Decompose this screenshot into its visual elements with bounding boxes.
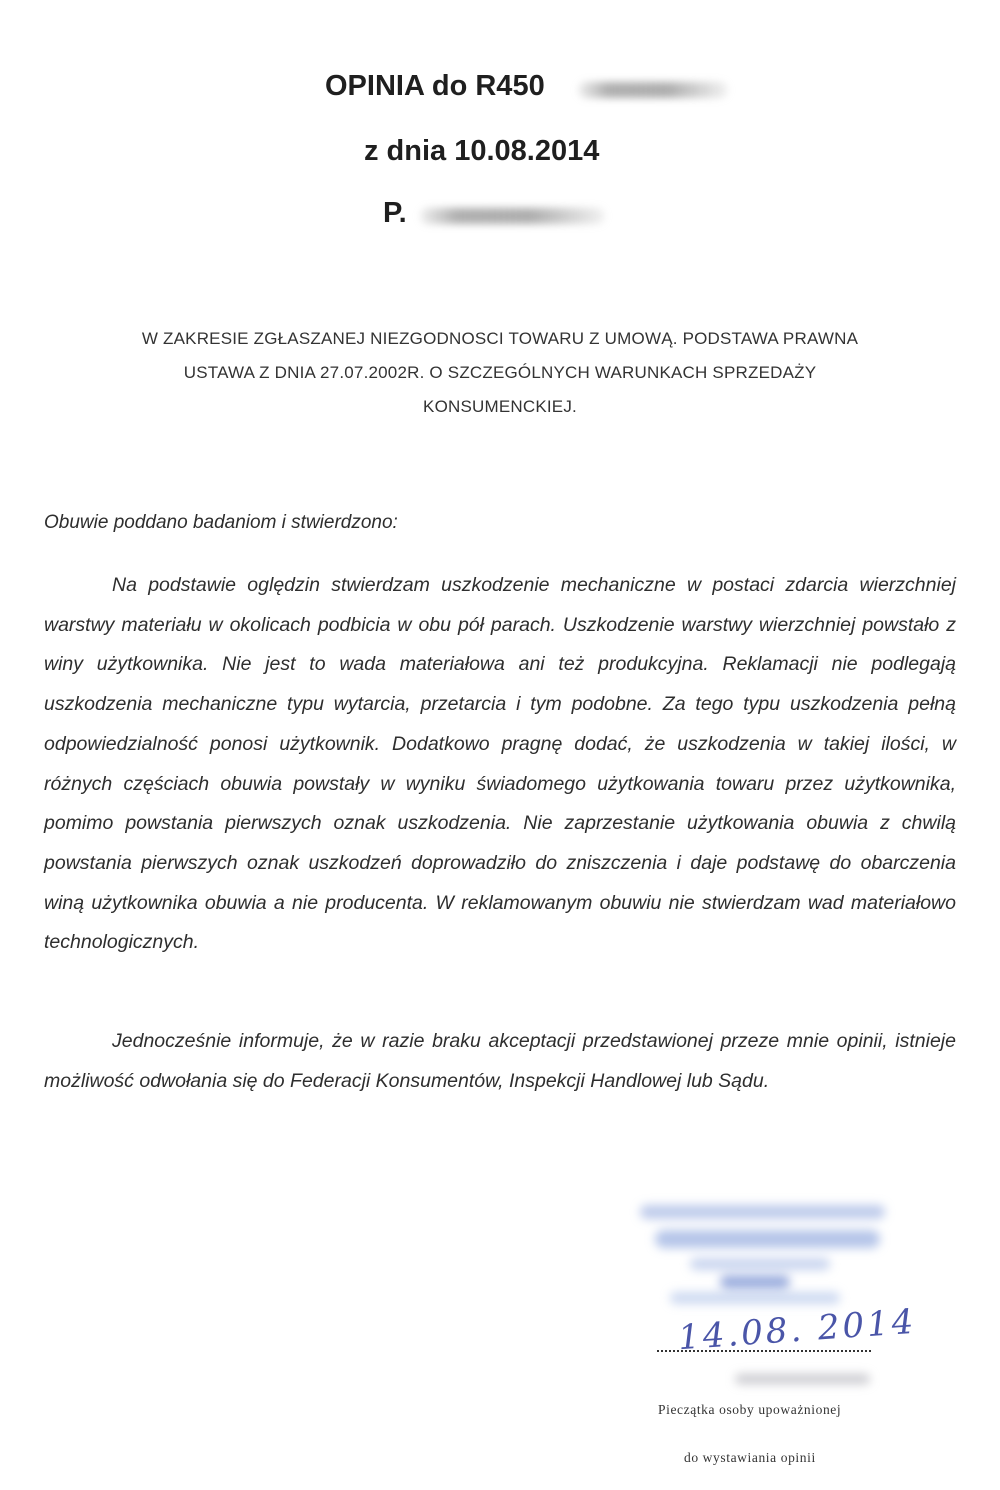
- document-date: z dnia 10.08.2014: [364, 135, 600, 167]
- handwritten-date: 14.08. 2014: [676, 1301, 918, 1359]
- document-title: OPINIA do R450: [325, 70, 545, 102]
- examination-intro: Obuwie poddano badaniom i stwierdzono:: [44, 512, 398, 533]
- redacted-case-number: [578, 82, 728, 98]
- redacted-stamp-line: [690, 1258, 830, 1270]
- legal-basis-line-2: USTAWA Z DNIA 27.07.2002R. O SZCZEGÓLNYCH WARUNKACH SPRZEDAŻY: [183, 363, 817, 382]
- appeal-paragraph: Jednocześnie informuje, że w razie braku akceptacji przedstawionej przeze mnie opinii, istnieje możliwość odwołania się do Federacji Konsumentów, Inspekcji Handlowej lub Sądu.: [44, 1030, 956, 1092]
- redacted-stamp-line: [640, 1205, 885, 1219]
- stamp-caption-line-1: Pieczątka osoby upoważnionej: [658, 1402, 842, 1417]
- stamp-caption-line-2: do wystawiania opinii: [684, 1450, 816, 1465]
- findings-paragraph: Na podstawie oględzin stwierdzam uszkodzenie mechaniczne w postaci zdarcia wierzchniej warstwy materiału w okolicach podbicia w obu pół parach. Uszkodzenie warstwy wierzchniej powstało z winy użytkownika. Nie jest to wada materiałowa ani też produkcyjna. Reklamacji nie podlegają uszkodzenia mechaniczne typu wytarcia, przetarcia i tym podobne. Za tego typu uszkodzenia pełną odpowiedzialność ponosi użytkownik. Dodatkowo pragnę dodać, że uszkodzenia w takiej ilości, w różnych częściach obuwia powstały w wyniku świadomego użytkowania towaru przez użytkownika, pomimo powstania pierwszych oznak uszkodzenia. Nie zaprzestanie użytkowania obuwia z chwilą powstania pierwszych oznak uszkodzeń doprowadziło do zniszczenia i daje podstawę do obarczenia winą użytkownika obuwia a nie producenta. W reklamowanym obuwiu nie stwierdzam wad materiałowo technologicznych.: [44, 574, 956, 954]
- redacted-stamp-line: [720, 1275, 790, 1289]
- redacted-signature: [735, 1374, 870, 1384]
- legal-basis-line-1: W ZAKRESIE ZGŁASZANEJ NIEZGODNOSCI TOWARU Z UMOWĄ. PODSTAWA PRAWNA: [141, 329, 859, 348]
- redacted-addressee-name: [420, 208, 605, 224]
- legal-basis-line-3: KONSUMENCKIEJ.: [423, 397, 577, 416]
- redacted-stamp-line: [655, 1230, 880, 1248]
- addressee-initial: P.: [383, 197, 407, 229]
- signature-dotted-line: [657, 1350, 871, 1352]
- redacted-stamp-line: [670, 1292, 840, 1304]
